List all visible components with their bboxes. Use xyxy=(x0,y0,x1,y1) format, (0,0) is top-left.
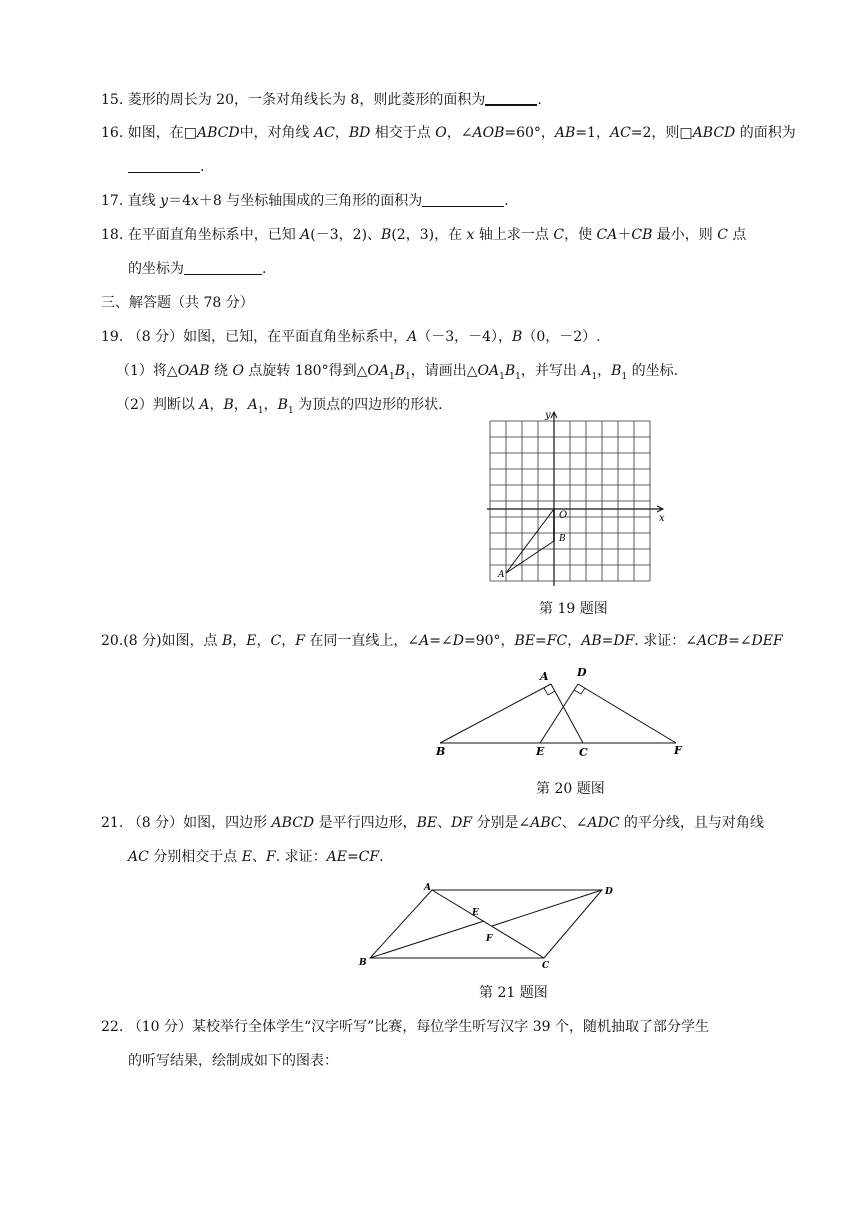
figure-21 xyxy=(350,880,630,972)
origin-label: O xyxy=(559,510,568,521)
question-number: 17. xyxy=(101,193,124,209)
label-C: C xyxy=(542,961,550,971)
point-B-label: B xyxy=(559,534,566,544)
question-19: 19. （8 分）如图，已知，在平面直角坐标系中，A（－3，－4），B（0，－2）. xyxy=(101,329,601,345)
question-18-line2: 的坐标为 . xyxy=(128,261,267,277)
parallelogram-ABCD xyxy=(370,890,602,958)
segment-AB xyxy=(506,541,554,573)
question-number: 21. xyxy=(101,815,124,831)
segment-ED xyxy=(540,684,578,743)
question-19-part2: （2）判断以 A，B，$A_1$，$B_1$ 为顶点的四边形的形状. xyxy=(116,397,443,416)
label-B: B xyxy=(436,745,446,758)
answer-blank[interactable] xyxy=(422,192,504,207)
question-22-line2: 的听写结果，绘制成如下的图表： xyxy=(128,1053,338,1069)
bisector-DF xyxy=(492,890,602,926)
answer-blank[interactable] xyxy=(485,90,537,106)
segment-BA xyxy=(440,684,551,743)
right-angle-D xyxy=(574,688,585,694)
figure-19-caption: 第 19 题图 xyxy=(539,601,608,617)
diagonal-AC xyxy=(432,890,544,958)
question-number: 22. xyxy=(101,1019,124,1035)
question-21: 21. （8 分）如图，四边形 ABCD 是平行四边形，BE、DF 分别是∠ABC、∠ADC 的平分线，且与对角线 xyxy=(101,815,764,831)
label-C: C xyxy=(579,746,588,759)
label-A: A xyxy=(424,883,431,893)
x-axis-label: x xyxy=(659,513,665,524)
section-heading: 三、解答题（共 78 分） xyxy=(101,295,254,311)
figure-20 xyxy=(430,664,690,760)
figure-20-caption: 第 20 题图 xyxy=(536,781,605,797)
label-A: A xyxy=(540,670,549,683)
question-22: 22. （10 分）某校举行全体学生“汉字听写”比赛，每位学生听写汉字 39 个，随机抽取了部分学生 xyxy=(101,1019,710,1035)
question-15: 15. 菱形的周长为 20，一条对角线长为 8，则此菱形的面积为 . xyxy=(101,92,542,108)
question-18: 18. 在平面直角坐标系中，已知 A(－3，2)、B(2，3)，在 x 轴上求一点 C，使 CA＋CB 最小，则 C 点 xyxy=(101,227,747,243)
question-number: 18. xyxy=(101,227,124,243)
question-number: 19. xyxy=(101,329,124,345)
question-number: 15. xyxy=(101,92,124,108)
answer-blank[interactable] xyxy=(184,260,262,275)
label-D: D xyxy=(605,887,613,897)
answer-blank[interactable] xyxy=(128,158,200,173)
question-20: 20.(8 分)如图，点 B，E，C，F 在同一直线上，∠A=∠D=90°，BE=FC，AB=DF. 求证：∠ACB=∠DEF xyxy=(101,633,783,649)
label-E: E xyxy=(472,908,479,918)
question-17: 17. 直线 y＝4x＋8 与坐标轴围成的三角形的面积为 . xyxy=(101,193,509,209)
question-16: 16. 如图，在□ABCD中，对角线 AC，BD 相交于点 O，∠AOB=60°，AB=1，AC=2，则□ABCD 的面积为 xyxy=(101,125,796,141)
label-B: B xyxy=(359,958,367,968)
question-16-line2: . xyxy=(128,158,204,176)
question-number: 20. xyxy=(101,633,124,649)
label-F: F xyxy=(674,744,682,757)
question-number: 16. xyxy=(101,125,124,141)
y-axis-label: y xyxy=(545,410,551,421)
question-text: 菱形的周长为 20，一条对角线长为 8，则此菱形的面积为 xyxy=(127,92,486,108)
question-19-part1: （1）将△OAB 绕 O 点旋转 180°得到$\triangle OA_1B_1$，请画出$\triangle OA_1B_1$，并写出 $A_1$，$B_1$ 的坐标. xyxy=(116,363,679,382)
segment-DF xyxy=(578,684,676,743)
figure-19-grid xyxy=(485,410,670,588)
label-F: F xyxy=(486,934,493,944)
figure-21-caption: 第 21 题图 xyxy=(479,985,548,1001)
label-E: E xyxy=(536,745,545,758)
segment-OA xyxy=(506,509,554,573)
label-D: D xyxy=(577,666,587,679)
point-A-label: A xyxy=(498,570,505,580)
question-21-line2: AC 分别相交于点 E、F. 求证：AE=CF. xyxy=(128,849,384,865)
